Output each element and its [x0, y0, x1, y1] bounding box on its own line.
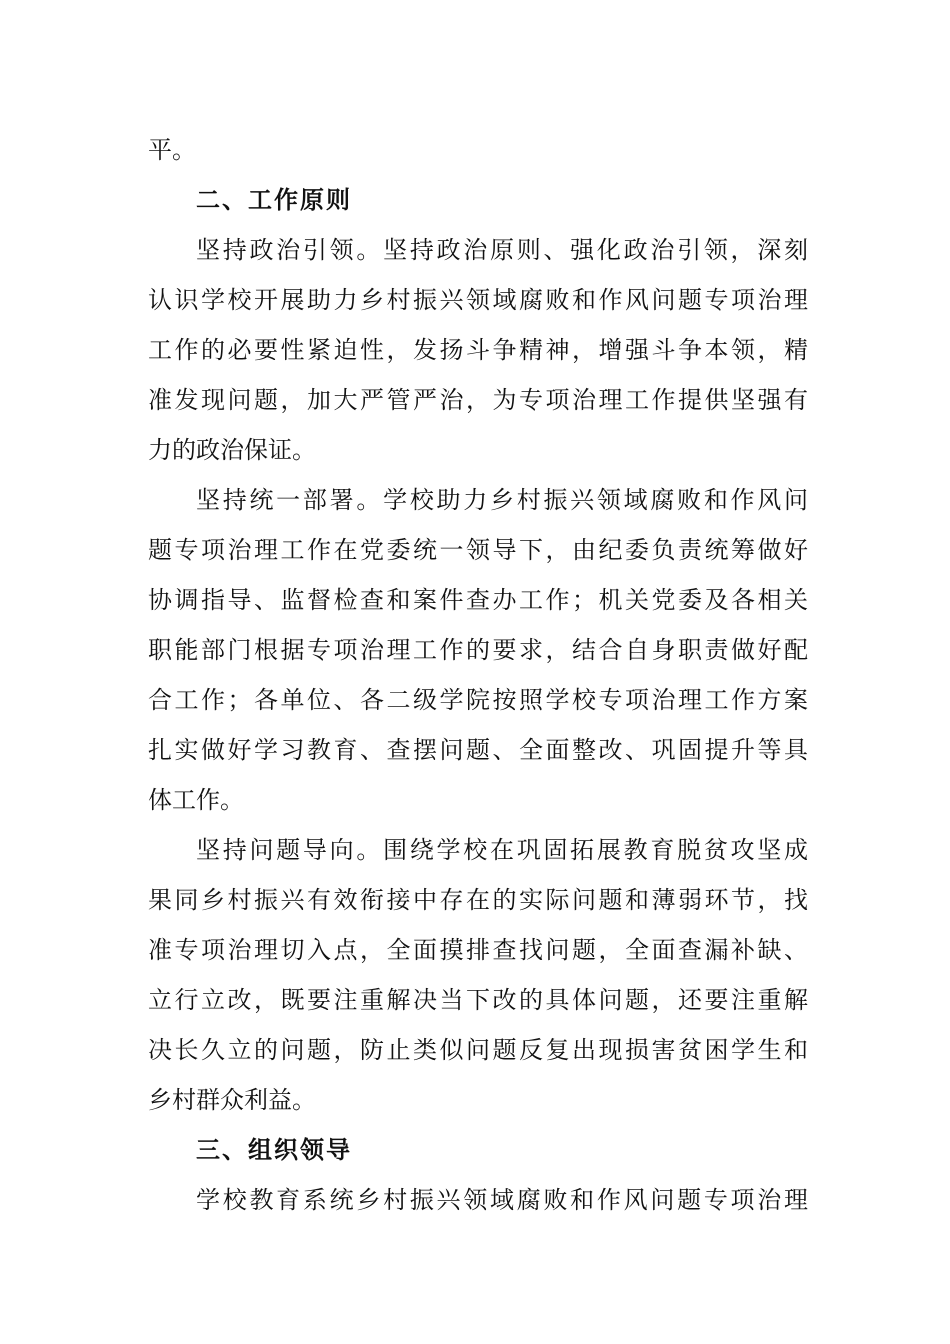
- paragraph-line: 坚持统一部署。学校助力乡村振兴领域腐败和作风问: [196, 486, 808, 514]
- paragraph-line: 决长久立的问题，防止类似问题反复出现损害贫困学生和: [148, 1036, 808, 1064]
- paragraph-continuation-line: 平。: [148, 136, 196, 164]
- paragraph-line: 题专项治理工作在党委统一领导下，由纪委负责统筹做好: [148, 536, 808, 564]
- paragraph-line: 乡村群众利益。: [148, 1086, 316, 1114]
- section-heading-organization: 三、组织领导: [196, 1136, 352, 1164]
- paragraph-line: 准专项治理切入点，全面摸排查找问题，全面查漏补缺、: [148, 936, 808, 964]
- paragraph-line: 合工作；各单位、各二级学院按照学校专项治理工作方案: [148, 686, 808, 714]
- paragraph-line: 扎实做好学习教育、查摆问题、全面整改、巩固提升等具: [148, 736, 808, 764]
- paragraph-line: 果同乡村振兴有效衔接中存在的实际问题和薄弱环节，找: [148, 886, 808, 914]
- paragraph-line: 体工作。: [148, 786, 244, 814]
- paragraph-line: 学校教育系统乡村振兴领域腐败和作风问题专项治理: [196, 1186, 808, 1214]
- paragraph-line: 立行立改，既要注重解决当下改的具体问题，还要注重解: [148, 986, 808, 1014]
- paragraph-line: 认识学校开展助力乡村振兴领域腐败和作风问题专项治理: [148, 286, 808, 314]
- paragraph-line: 职能部门根据专项治理工作的要求，结合自身职责做好配: [148, 636, 808, 664]
- paragraph-line: 准发现问题，加大严管严治，为专项治理工作提供坚强有: [148, 386, 808, 414]
- section-heading-principles: 二、工作原则: [196, 186, 352, 214]
- paragraph-line: 力的政治保证。: [148, 436, 316, 464]
- paragraph-line: 坚持问题导向。围绕学校在巩固拓展教育脱贫攻坚成: [196, 836, 808, 864]
- paragraph-line: 协调指导、监督检查和案件查办工作；机关党委及各相关: [148, 586, 808, 614]
- paragraph-line: 工作的必要性紧迫性，发扬斗争精神，增强斗争本领，精: [148, 336, 808, 364]
- paragraph-line: 坚持政治引领。坚持政治原则、强化政治引领，深刻: [196, 236, 808, 264]
